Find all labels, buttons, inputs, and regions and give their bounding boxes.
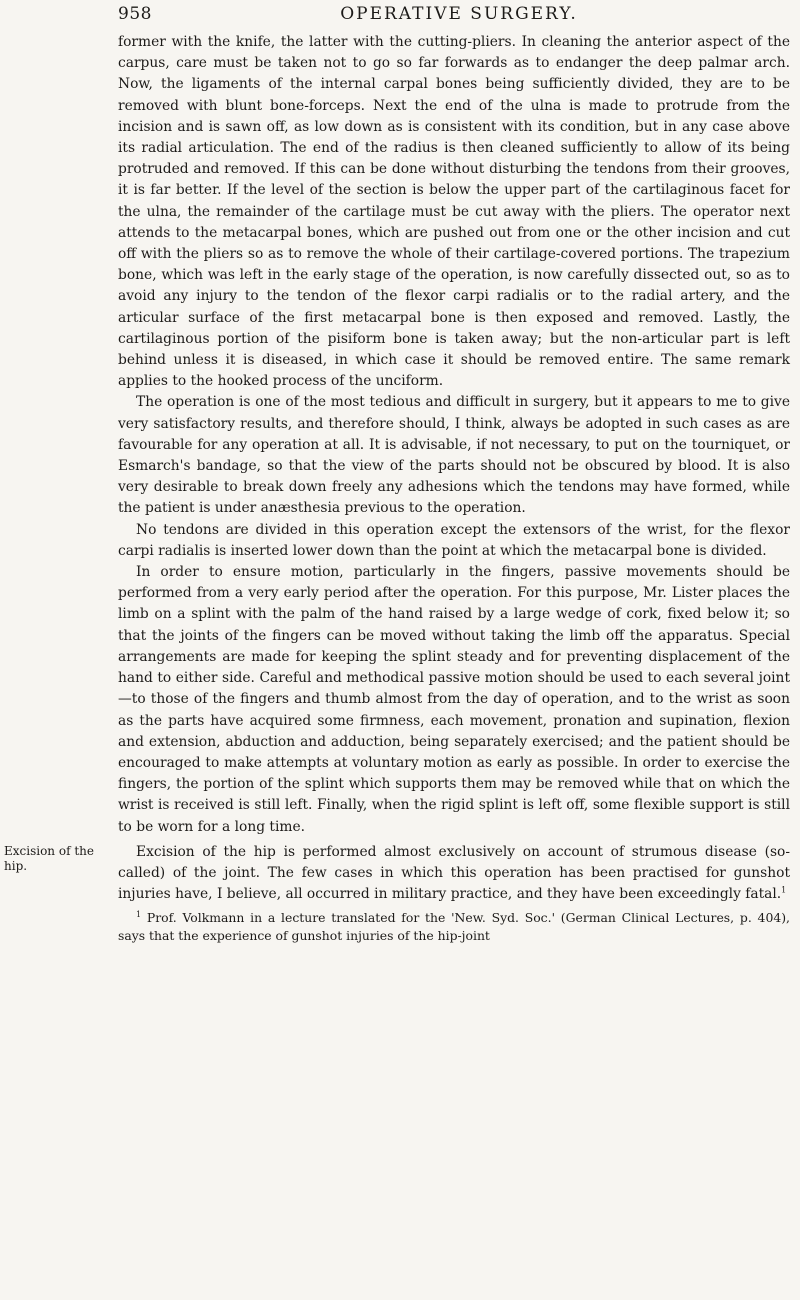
paragraph-3: No tendons are divided in this operation except the extensors of the wrist, for the flexor carpi radialis is inserted lower down than the point at which the metacarpal bone is divided.: [118, 521, 790, 559]
paragraph-1: former with the knife, the latter with the cutting-pliers. In cleaning the anterior aspect of the carpus, care must be taken not to go so far forwards as to endanger the deep palmar arch. Now, the ligaments of the internal carpal bones being sufficiently divided, they are to be removed with blunt bone-forceps. Next the end of the ulna is made to protrude from the incision and is sawn off, as low down as is consistent with its condition, but in any case above its radial articulation. The end of the radius is then cleaned sufficiently to allow of its being protruded and removed. If this can be done without disturbing the tendons from their grooves, it is far better. If the level of the section is below the upper part of the cartilaginous facet for the ulna, the remainder of the cartilage must be cut away with the pliers. The operator next attends to the metacarpal bones, which are pushed out from one or the other incision and cut off with the pliers so as to remove the whole of their cartilage-covered portions. The trapezium bone, which was left in the early stage of the operation, is now carefully dissected out, so as to avoid any injury to the tendon of the flexor carpi radialis or to the radial artery, and the articular surface of the first metacarpal bone is then exposed and removed. Lastly, the cartilaginous portion of the pisiform bone is taken away; but the non-articular part is left behind unless it is diseased, in which case it should be removed entire. The same remark applies to the hooked process of the unciform.: [118, 34, 790, 390]
footnote-text: Prof. Volkmann in a lecture translated for the 'New. Syd. Soc.' (German Clinical Lectures, p. 404), says that the experience of gunshot injuries of the hip-joint: [118, 910, 790, 943]
page-number: 958: [118, 4, 152, 24]
paragraph-4: In order to ensure motion, particularly in the fingers, passive movements should be performed from a very early period after the operation. For this purpose, Mr. Lister places the limb on a splint with the palm of the hand raised by a large wedge of cork, fixed below it; so that the joints of the fingers can be moved without taking the limb off the apparatus. Special arrangements are made for keeping the splint steady and for preventing displacement of the hand to either side. Careful and methodical passive motion should be used to each several joint—to those of the fingers and thumb almost from the day of operation, and to the wrist as soon as the parts have acquired some firmness, each movement, pronation and supination, flexion and extension, abduction and adduction, being separately exercised; and the patient should be encouraged to make attempts at voluntary motion as early as possible. In order to exercise the fingers, the portion of the splint which supports them may be removed while that on which the wrist is received is still left. Finally, when the rigid splint is left off, some flexible support is still to be worn for a long time.: [118, 564, 790, 835]
paragraph-5-text: Excision of the hip is performed almost exclusively on account of strumous disease (so-called) of the joint. The few cases in which this operation has been practised for gunshot injuries have, I believe, all occurred in military practice, and they have been exceedingly fatal.: [118, 843, 790, 903]
footnote-reference: 1: [781, 885, 787, 895]
paragraph-2: The operation is one of the most tedious and difficult in surgery, but it appears to me to give very satisfactory results, and therefore should, I think, always be adopted in such cases as are favourable for any operation at all. It is advisable, if not necessary, to put on the tourniquet, or Esmarch's bandage, so that the view of the parts should not be obscured by blood. It is also very desirable to break down freely any adhesions which the tendons may have formed, while the patient is under anæsthesia previous to the operation.: [118, 394, 790, 517]
footnote-marker: 1: [136, 910, 142, 920]
side-note: Excision of the hip.: [4, 843, 94, 873]
footnote: [118, 909, 790, 944]
page-header: [118, 4, 800, 30]
hip-excision-section: [4, 842, 790, 906]
paragraph-5: [118, 842, 790, 906]
running-title: OPERATIVE SURGERY.: [340, 4, 578, 24]
body-text: [4, 32, 790, 944]
